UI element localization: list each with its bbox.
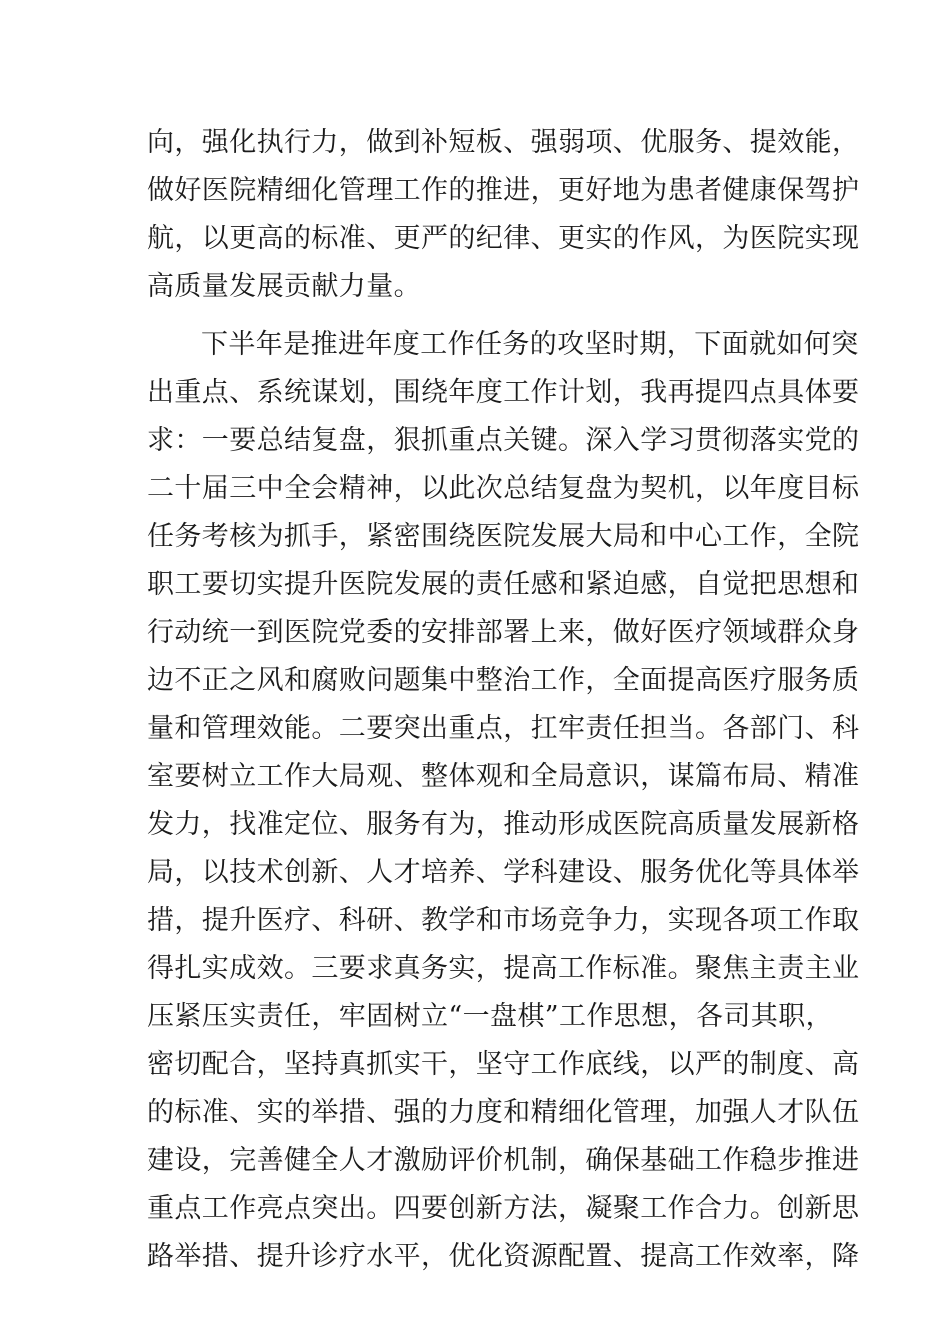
text-line: 向，强化执行力，做到补短板、强弱项、优服务、提效能， — [147, 127, 860, 158]
text-line: 任务考核为抓手，紧密围绕医院发展大局和中心工作，全院 — [147, 521, 860, 552]
text-line: 下半年是推进年度工作任务的攻坚时期，下面就如何突 — [201, 329, 859, 360]
text-line: 重点工作亮点突出。四要创新方法，凝聚工作合力。创新思 — [147, 1193, 860, 1224]
paragraph-1 — [147, 119, 860, 311]
text-line: 建设，完善健全人才激励评价机制，确保基础工作稳步推进 — [147, 1145, 860, 1176]
text-line: 行动统一到医院党委的安排部署上来，做好医疗领域群众身 — [147, 617, 860, 648]
text-line: 职工要切实提升医院发展的责任感和紧迫感，自觉把思想和 — [147, 569, 860, 600]
text-line: 路举措、提升诊疗水平，优化资源配置、提高工作效率，降 — [147, 1241, 860, 1272]
text-line: 压紧压实责任，牢固树立“一盘棋”工作思想，各司其职， — [147, 1001, 834, 1032]
text-line: 室要树立工作大局观、整体观和全局意识，谋篇布局、精准 — [147, 761, 860, 792]
paragraph-2 — [147, 321, 860, 1281]
text-line: 求：一要总结复盘，狠抓重点关键。深入学习贯彻落实党的 — [147, 425, 860, 456]
text-line: 高质量发展贡献力量。 — [147, 271, 421, 302]
text-line: 二十届三中全会精神，以此次总结复盘为契机，以年度目标 — [147, 473, 860, 504]
text-line: 措，提升医疗、科研、教学和市场竞争力，实现各项工作取 — [147, 905, 860, 936]
text-line: 发力，找准定位、服务有为，推动形成医院高质量发展新格 — [147, 809, 860, 840]
text-line: 边不正之风和腐败问题集中整治工作，全面提高医疗服务质 — [147, 665, 860, 696]
text-line: 的标准、实的举措、强的力度和精细化管理，加强人才队伍 — [147, 1097, 860, 1128]
text-line: 量和管理效能。二要突出重点，扛牢责任担当。各部门、科 — [147, 713, 860, 744]
text-line: 得扎实成效。三要求真务实，提高工作标准。聚焦主责主业 — [147, 953, 860, 984]
text-line: 航，以更高的标准、更严的纪律、更实的作风，为医院实现 — [147, 223, 860, 254]
text-line: 局，以技术创新、人才培养、学科建设、服务优化等具体举 — [147, 857, 860, 888]
text-line: 做好医院精细化管理工作的推进，更好地为患者健康保驾护 — [147, 175, 860, 206]
text-line: 出重点、系统谋划，围绕年度工作计划，我再提四点具体要 — [147, 377, 860, 408]
text-line: 密切配合，坚持真抓实干，坚守工作底线，以严的制度、高 — [147, 1049, 860, 1080]
